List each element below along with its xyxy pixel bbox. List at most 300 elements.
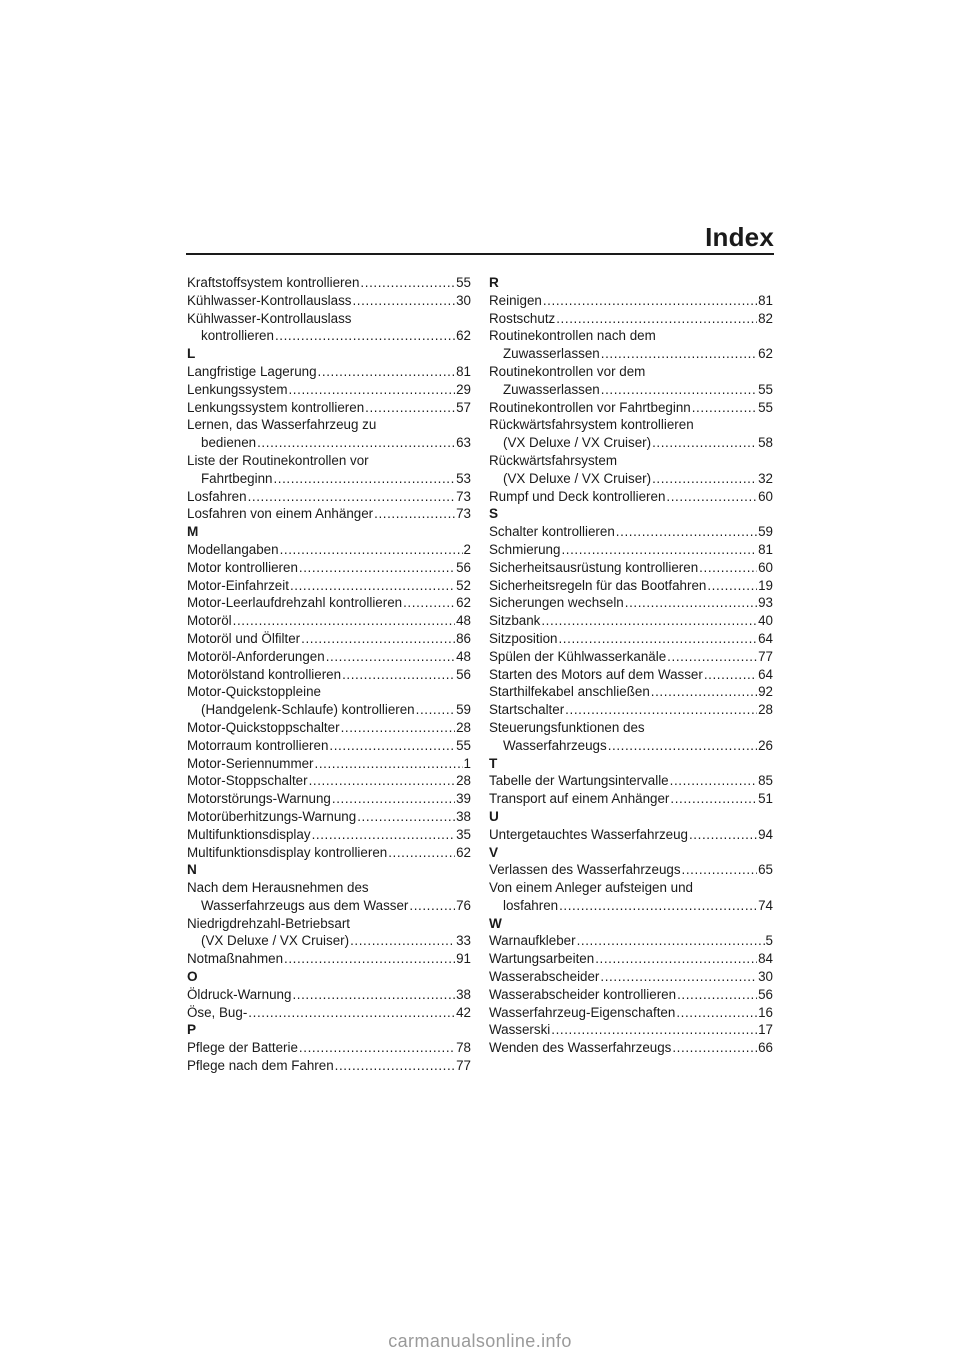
index-entry <box>489 1004 773 1022</box>
index-entry <box>489 292 773 310</box>
index-entry-page-number: 30 <box>456 292 471 308</box>
index-entry-term: Zuwasserlassen <box>503 381 600 397</box>
index-entry-leader-dots <box>551 1021 757 1039</box>
index-entry-term: Öldruck-Warnung <box>187 986 292 1002</box>
index-letter-heading: O <box>187 969 198 985</box>
index-entry-term: Rückwärtsfahrsystem <box>489 452 617 468</box>
index-entry <box>489 1021 773 1039</box>
index-entry-term: Sicherheitsregeln für das Bootfahren <box>489 577 707 593</box>
index-entry-page-number: 29 <box>456 381 471 397</box>
index-entry-leader-dots <box>403 594 455 612</box>
index-entry-term: Wasserski <box>489 1022 551 1038</box>
index-entry-page-number: 48 <box>456 613 471 629</box>
index-letter-heading: V <box>489 844 499 860</box>
index-entry <box>489 950 773 968</box>
index-entry-term: Notmaßnahmen <box>187 951 284 967</box>
index-entry-leader-dots <box>699 559 757 577</box>
index-letter-heading: S <box>489 506 499 522</box>
index-entry-term: losfahren <box>503 897 559 913</box>
index-entry-page-number: 2 <box>463 541 471 557</box>
index-entry-leader-dots <box>273 470 455 488</box>
index-entry-leader-dots <box>565 701 757 719</box>
index-entry-page-number: 60 <box>758 559 773 575</box>
index-entry-leader-dots <box>676 1004 757 1022</box>
index-entry-term: Zuwasserlassen <box>503 346 600 362</box>
index-entry <box>489 630 773 648</box>
index-entry-term: Kühlwasser-Kontrollauslass <box>187 292 352 308</box>
index-entry-leader-dots <box>248 488 456 506</box>
index-entry-leader-dots <box>601 381 757 399</box>
index-entry-term: Motorstörungs-Warnung <box>187 791 331 807</box>
index-entry-page-number: 59 <box>758 524 773 540</box>
index-entry-page-number: 28 <box>456 773 471 789</box>
index-entry-term: Starthilfekabel anschließen <box>489 684 650 700</box>
index-entry <box>187 399 471 417</box>
index-entry-term: Wasserabscheider kontrollieren <box>489 986 677 1002</box>
index-entry-page-number: 76 <box>456 897 471 913</box>
index-entry <box>187 416 471 434</box>
index-entry-term: Wasserabscheider <box>489 969 600 985</box>
index-entry-leader-dots <box>365 399 455 417</box>
index-entry-page-number: 64 <box>758 666 773 682</box>
index-entry-leader-dots <box>692 399 757 417</box>
index-entry-term: Rumpf und Deck kontrollieren <box>489 488 666 504</box>
index-entry <box>489 737 773 755</box>
index-entry-leader-dots <box>625 594 757 612</box>
index-entry-page-number: 64 <box>758 630 773 646</box>
index-entry-page-number: 39 <box>456 791 471 807</box>
index-entry <box>489 790 773 808</box>
index-letter-heading: W <box>489 915 502 931</box>
index-letter-heading: M <box>187 524 199 540</box>
index-letter-heading: R <box>489 275 499 290</box>
index-entry-leader-dots <box>312 826 456 844</box>
index-entry-leader-dots <box>332 790 455 808</box>
index-entry-leader-dots <box>341 719 456 737</box>
index-entry-page-number: 38 <box>456 986 471 1002</box>
index-entry-term: Motor kontrollieren <box>187 559 298 575</box>
index-entry <box>489 666 773 684</box>
index-entry-leader-dots <box>677 986 757 1004</box>
index-entry <box>187 488 471 506</box>
index-entry <box>187 683 471 701</box>
title-rule <box>186 253 774 255</box>
index-entry-page-number: 74 <box>758 897 773 913</box>
index-entry-page-number: 51 <box>758 791 773 807</box>
index-entry-page-number: 60 <box>758 488 773 504</box>
index-letter-heading: T <box>489 755 498 771</box>
index-entry-page-number: 17 <box>758 1022 773 1038</box>
index-entry <box>187 1057 471 1075</box>
index-entry-leader-dots <box>556 310 757 328</box>
index-entry <box>489 327 773 345</box>
index-entry-term: Liste der Routinekontrollen vor <box>187 452 369 468</box>
index-column-left <box>187 274 471 1075</box>
index-entry-page-number: 84 <box>758 951 773 967</box>
index-entry-page-number: 55 <box>758 381 773 397</box>
index-entry-page-number: 19 <box>758 577 773 593</box>
index-entry <box>489 701 773 719</box>
index-entry-leader-dots <box>666 488 757 506</box>
index-entry-page-number: 28 <box>456 719 471 735</box>
index-entry-term: Motorölstand kontrollieren <box>187 666 342 682</box>
index-entry-leader-dots <box>342 666 455 684</box>
index-entry <box>489 683 773 701</box>
index-entry-term: Motor-Stoppschalter <box>187 773 308 789</box>
index-entry-leader-dots <box>558 630 757 648</box>
index-entry-leader-dots <box>309 772 456 790</box>
index-entry-term: Fahrtbeginn <box>201 470 273 486</box>
index-entry-page-number: 81 <box>758 292 773 308</box>
index-entry-leader-dots <box>559 897 757 915</box>
index-entry-page-number: 5 <box>765 933 773 949</box>
index-entry-page-number: 58 <box>758 435 773 451</box>
index-entry-term: Kühlwasser-Kontrollauslass <box>187 310 352 326</box>
index-entry-term: Kraftstoffsystem kontrollieren <box>187 275 360 290</box>
index-entry-leader-dots <box>601 345 757 363</box>
index-letter-heading: U <box>489 808 499 824</box>
index-entry-page-number: 38 <box>456 808 471 824</box>
index-entry-leader-dots <box>689 826 757 844</box>
index-entry-term: Startschalter <box>489 702 565 718</box>
index-entry-page-number: 77 <box>456 1058 471 1074</box>
index-entry-leader-dots <box>248 1004 455 1022</box>
index-entry-page-number: 53 <box>456 470 471 486</box>
index-entry <box>187 505 471 523</box>
index-entry <box>187 932 471 950</box>
index-entry <box>187 612 471 630</box>
index-entry-term: Modellangaben <box>187 541 279 557</box>
index-entry-leader-dots <box>543 292 757 310</box>
index-entry <box>187 363 471 381</box>
index-entry-term: Motoröl-Anforderungen <box>187 648 325 664</box>
index-entry <box>489 932 773 950</box>
index-entry-term: Lenkungssystem kontrollieren <box>187 399 365 415</box>
index-entry-term: Wasserfahrzeugs aus dem Wasser <box>201 897 409 913</box>
index-entry-page-number: 85 <box>758 773 773 789</box>
index-entry-leader-dots <box>541 612 757 630</box>
index-entry-term: Motoröl und Ölfilter <box>187 630 301 646</box>
index-entry <box>187 559 471 577</box>
index-entry-term: Spülen der Kühlwasserkanäle <box>489 648 667 664</box>
index-entry-leader-dots <box>318 363 456 381</box>
index-entry-leader-dots <box>280 541 463 559</box>
index-entry-term: Lernen, das Wasserfahrzeug zu <box>187 417 377 433</box>
index-entry <box>187 808 471 826</box>
index-entry-leader-dots <box>257 434 455 452</box>
index-entry <box>489 541 773 559</box>
index-entry-term: Niedrigdrehzahl-Betriebsart <box>187 915 350 931</box>
index-entry-term: Routinekontrollen vor Fahrtbeginn <box>489 399 691 415</box>
index-entry <box>489 399 773 417</box>
index-entry <box>187 1039 471 1057</box>
index-entry <box>489 577 773 595</box>
index-entry-term: Starten des Motors auf dem Wasser <box>489 666 703 682</box>
index-entry-page-number: 55 <box>758 399 773 415</box>
index-entry-term: (VX Deluxe / VX Cruiser) <box>503 470 652 486</box>
index-entry-term: Routinekontrollen vor dem <box>489 363 646 379</box>
index-entry-leader-dots <box>670 772 757 790</box>
index-entry-leader-dots <box>652 470 757 488</box>
index-entry-term: Multifunktionsdisplay <box>187 826 311 842</box>
index-entry <box>489 612 773 630</box>
index-entry-term: Schalter kontrollieren <box>489 524 615 540</box>
index-entry <box>187 737 471 755</box>
index-entry-leader-dots <box>616 523 757 541</box>
index-entry-page-number: 63 <box>456 435 471 451</box>
index-entry-page-number: 59 <box>456 702 471 718</box>
index-entry-page-number: 56 <box>456 666 471 682</box>
index-entry-page-number: 86 <box>456 630 471 646</box>
index-entry <box>489 416 773 434</box>
index-entry-term: Tabelle der Wartungsintervalle <box>489 773 669 789</box>
index-entry-leader-dots <box>352 292 455 310</box>
index-entry-page-number: 81 <box>456 363 471 379</box>
index-entry-page-number: 77 <box>758 648 773 664</box>
index-entry-page-number: 62 <box>456 595 471 611</box>
index-letter-heading: P <box>187 1022 197 1038</box>
index-entry <box>489 345 773 363</box>
index-entry-leader-dots <box>595 950 757 968</box>
index-entry <box>489 719 773 737</box>
index-entry-leader-dots <box>577 932 765 950</box>
index-entry-leader-dots <box>357 808 455 826</box>
index-entry-leader-dots <box>299 559 455 577</box>
index-entry <box>187 327 471 345</box>
index-entry-leader-dots <box>374 505 455 523</box>
index-entry <box>187 630 471 648</box>
index-entry-leader-dots <box>315 755 463 773</box>
index-entry-term: Sitzposition <box>489 630 558 646</box>
index-entry-term: Transport auf einem Anhänger <box>489 791 670 807</box>
index-entry <box>187 434 471 452</box>
watermark: carmanualsonline.info <box>388 1331 572 1351</box>
index-entry-page-number: 56 <box>758 986 773 1002</box>
index-entry <box>489 434 773 452</box>
index-entry-leader-dots <box>388 844 455 862</box>
index-entry-term: Öse, Bug- <box>187 1004 248 1020</box>
index-entry-leader-dots <box>670 790 757 808</box>
index-entry-term: Wenden des Wasserfahrzeugs <box>489 1040 672 1056</box>
index-entry-page-number: 73 <box>456 506 471 522</box>
index-entry-term: Motorraum kontrollieren <box>187 737 329 753</box>
index-entry <box>187 666 471 684</box>
index-entry-page-number: 30 <box>758 969 773 985</box>
index-entry-page-number: 62 <box>758 346 773 362</box>
index-entry <box>187 577 471 595</box>
index-letter-heading: L <box>187 346 196 362</box>
index-entry-term: Wasserfahrzeug-Eigenschaften <box>489 1004 676 1020</box>
index-entry-term: kontrollieren <box>201 328 274 344</box>
index-entry-leader-dots <box>299 1039 455 1057</box>
index-entry <box>187 719 471 737</box>
index-entry-term: Routinekontrollen nach dem <box>489 328 656 344</box>
index-entry <box>489 968 773 986</box>
index-entry-leader-dots <box>275 327 455 345</box>
index-entry-leader-dots <box>561 541 757 559</box>
index-entry-term: Lenkungssystem <box>187 381 288 397</box>
index-entry-term: Motor-Quickstoppschalter <box>187 719 340 735</box>
index-entry <box>187 310 471 328</box>
page-title: Index <box>705 222 774 252</box>
index-entry <box>187 950 471 968</box>
index-entry-term: Untergetauchtes Wasserfahrzeug <box>489 826 688 842</box>
index-entry-term: Reinigen <box>489 292 542 308</box>
index-entry-leader-dots <box>284 950 455 968</box>
index-letter-heading: N <box>187 862 197 878</box>
index-entry <box>489 897 773 915</box>
index-entry-term: Steuerungsfunktionen des <box>489 719 645 735</box>
index-entry-page-number: 26 <box>758 737 773 753</box>
index-entry-term: Wartungsarbeiten <box>489 951 595 967</box>
index-entry <box>489 826 773 844</box>
index-entry-term: Verlassen des Wasserfahrzeugs <box>489 862 681 878</box>
index-entry <box>187 879 471 897</box>
index-entry-leader-dots <box>707 577 757 595</box>
index-entry-term: Pflege der Batterie <box>187 1040 298 1056</box>
index-entry-term: Von einem Anleger aufsteigen und <box>489 880 693 896</box>
index-entry-term: Motor-Seriennummer <box>187 755 314 771</box>
index-entry-leader-dots <box>233 612 455 630</box>
index-entry <box>187 594 471 612</box>
index-entry-page-number: 1 <box>463 755 471 771</box>
index-entry-page-number: 81 <box>758 541 773 557</box>
index-entry <box>489 381 773 399</box>
index-entry-leader-dots <box>651 683 757 701</box>
index-entry <box>187 470 471 488</box>
index-entry <box>187 1004 471 1022</box>
index-entry-term: Nach dem Herausnehmen des <box>187 880 369 896</box>
index-entry-term: Rückwärtsfahrsystem kontrollieren <box>489 417 694 433</box>
index-entry <box>187 274 471 292</box>
index-entry-page-number: 16 <box>758 1004 773 1020</box>
index-column-right <box>489 274 773 1057</box>
index-entry-leader-dots <box>409 897 455 915</box>
index-entry-leader-dots <box>329 737 455 755</box>
index-entry <box>489 470 773 488</box>
index-entry-page-number: 93 <box>758 595 773 611</box>
index-entry-term: (Handgelenk-Schlaufe) kontrollieren <box>201 702 415 718</box>
index-entry-leader-dots <box>301 630 455 648</box>
index-entry-page-number: 73 <box>456 488 471 504</box>
index-entry-term: Losfahren <box>187 488 247 504</box>
index-entry-page-number: 92 <box>758 684 773 700</box>
index-entry-page-number: 56 <box>456 559 471 575</box>
index-entry-page-number: 55 <box>456 275 471 290</box>
index-entry-page-number: 91 <box>456 951 471 967</box>
index-entry-term: Losfahren von einem Anhänger <box>187 506 374 522</box>
index-entry-page-number: 82 <box>758 310 773 326</box>
index-entry <box>187 648 471 666</box>
index-entry <box>489 452 773 470</box>
index-entry-page-number: 35 <box>456 826 471 842</box>
index-entry <box>489 986 773 1004</box>
index-entry <box>187 986 471 1004</box>
index-entry-term: Motor-Leerlaufdrehzahl kontrollieren <box>187 595 403 611</box>
index-entry-leader-dots <box>667 648 757 666</box>
index-entry-term: Motor-Einfahrzeit <box>187 577 289 593</box>
index-entry-term: (VX Deluxe / VX Cruiser) <box>201 933 350 949</box>
index-entry-page-number: 94 <box>758 826 773 842</box>
index-entry-term: (VX Deluxe / VX Cruiser) <box>503 435 652 451</box>
index-entry-term: Pflege nach dem Fahren <box>187 1058 334 1074</box>
index-entry-leader-dots <box>416 701 455 719</box>
index-entry-page-number: 32 <box>758 470 773 486</box>
index-entry-leader-dots <box>704 666 757 684</box>
index-entry <box>187 826 471 844</box>
index-entry <box>489 879 773 897</box>
index-entry <box>187 844 471 862</box>
index-entry-term: Motorüberhitzungs-Warnung <box>187 808 357 824</box>
index-entry-term: Rostschutz <box>489 310 556 326</box>
index-entry-page-number: 55 <box>456 737 471 753</box>
index-entry-page-number: 66 <box>758 1040 773 1056</box>
index-entry-term: Warnaufkleber <box>489 933 576 949</box>
index-entry-term: Motoröl <box>187 613 232 629</box>
index-entry-leader-dots <box>288 381 455 399</box>
index-entry-leader-dots <box>682 861 758 879</box>
index-entry-page-number: 48 <box>456 648 471 664</box>
index-entry <box>489 363 773 381</box>
index-entry <box>489 861 773 879</box>
index-entry-leader-dots <box>652 434 757 452</box>
index-entry <box>489 523 773 541</box>
index-entry-leader-dots <box>672 1039 757 1057</box>
index-entry-leader-dots <box>326 648 455 666</box>
index-entry-page-number: 78 <box>456 1040 471 1056</box>
index-entry-term: Sitzbank <box>489 613 541 629</box>
index-entry-page-number: 62 <box>456 844 471 860</box>
index-entry-term: Wasserfahrzeugs <box>503 737 607 753</box>
index-entry-page-number: 33 <box>456 933 471 949</box>
index-entry-leader-dots <box>290 577 455 595</box>
index-entry-page-number: 65 <box>758 862 773 878</box>
index-entry-term: Multifunktionsdisplay kontrollieren <box>187 844 388 860</box>
index-entry <box>187 541 471 559</box>
index-entry-page-number: 42 <box>456 1004 471 1020</box>
index-entry-term: Langfristige Lagerung <box>187 363 317 379</box>
index-entry-leader-dots <box>350 932 455 950</box>
index-entry-term: Sicherungen wechseln <box>489 595 624 611</box>
index-entry-term: bedienen <box>201 435 257 451</box>
index-entry-leader-dots <box>360 274 455 292</box>
index-entry-page-number: 40 <box>758 613 773 629</box>
index-entry <box>187 452 471 470</box>
index-entry-term: Schmierung <box>489 541 561 557</box>
index-entry <box>187 381 471 399</box>
index-entry <box>187 897 471 915</box>
index-entry <box>489 559 773 577</box>
index-entry-page-number: 57 <box>456 399 471 415</box>
index-entry <box>489 772 773 790</box>
index-entry-leader-dots <box>335 1057 455 1075</box>
index-entry <box>489 310 773 328</box>
index-entry <box>489 488 773 506</box>
index-entry <box>187 292 471 310</box>
index-entry-leader-dots <box>600 968 757 986</box>
index-entry-page-number: 62 <box>456 328 471 344</box>
index-entry <box>489 594 773 612</box>
index-entry <box>489 1039 773 1057</box>
index-entry-term: Motor-Quickstoppleine <box>187 684 321 700</box>
index-entry <box>489 648 773 666</box>
index-entry-term: Sicherheitsausrüstung kontrollieren <box>489 559 699 575</box>
index-entry <box>187 915 471 933</box>
index-entry-leader-dots <box>608 737 757 755</box>
index-entry <box>187 755 471 773</box>
index-entry-page-number: 52 <box>456 577 471 593</box>
index-entry-leader-dots <box>292 986 455 1004</box>
